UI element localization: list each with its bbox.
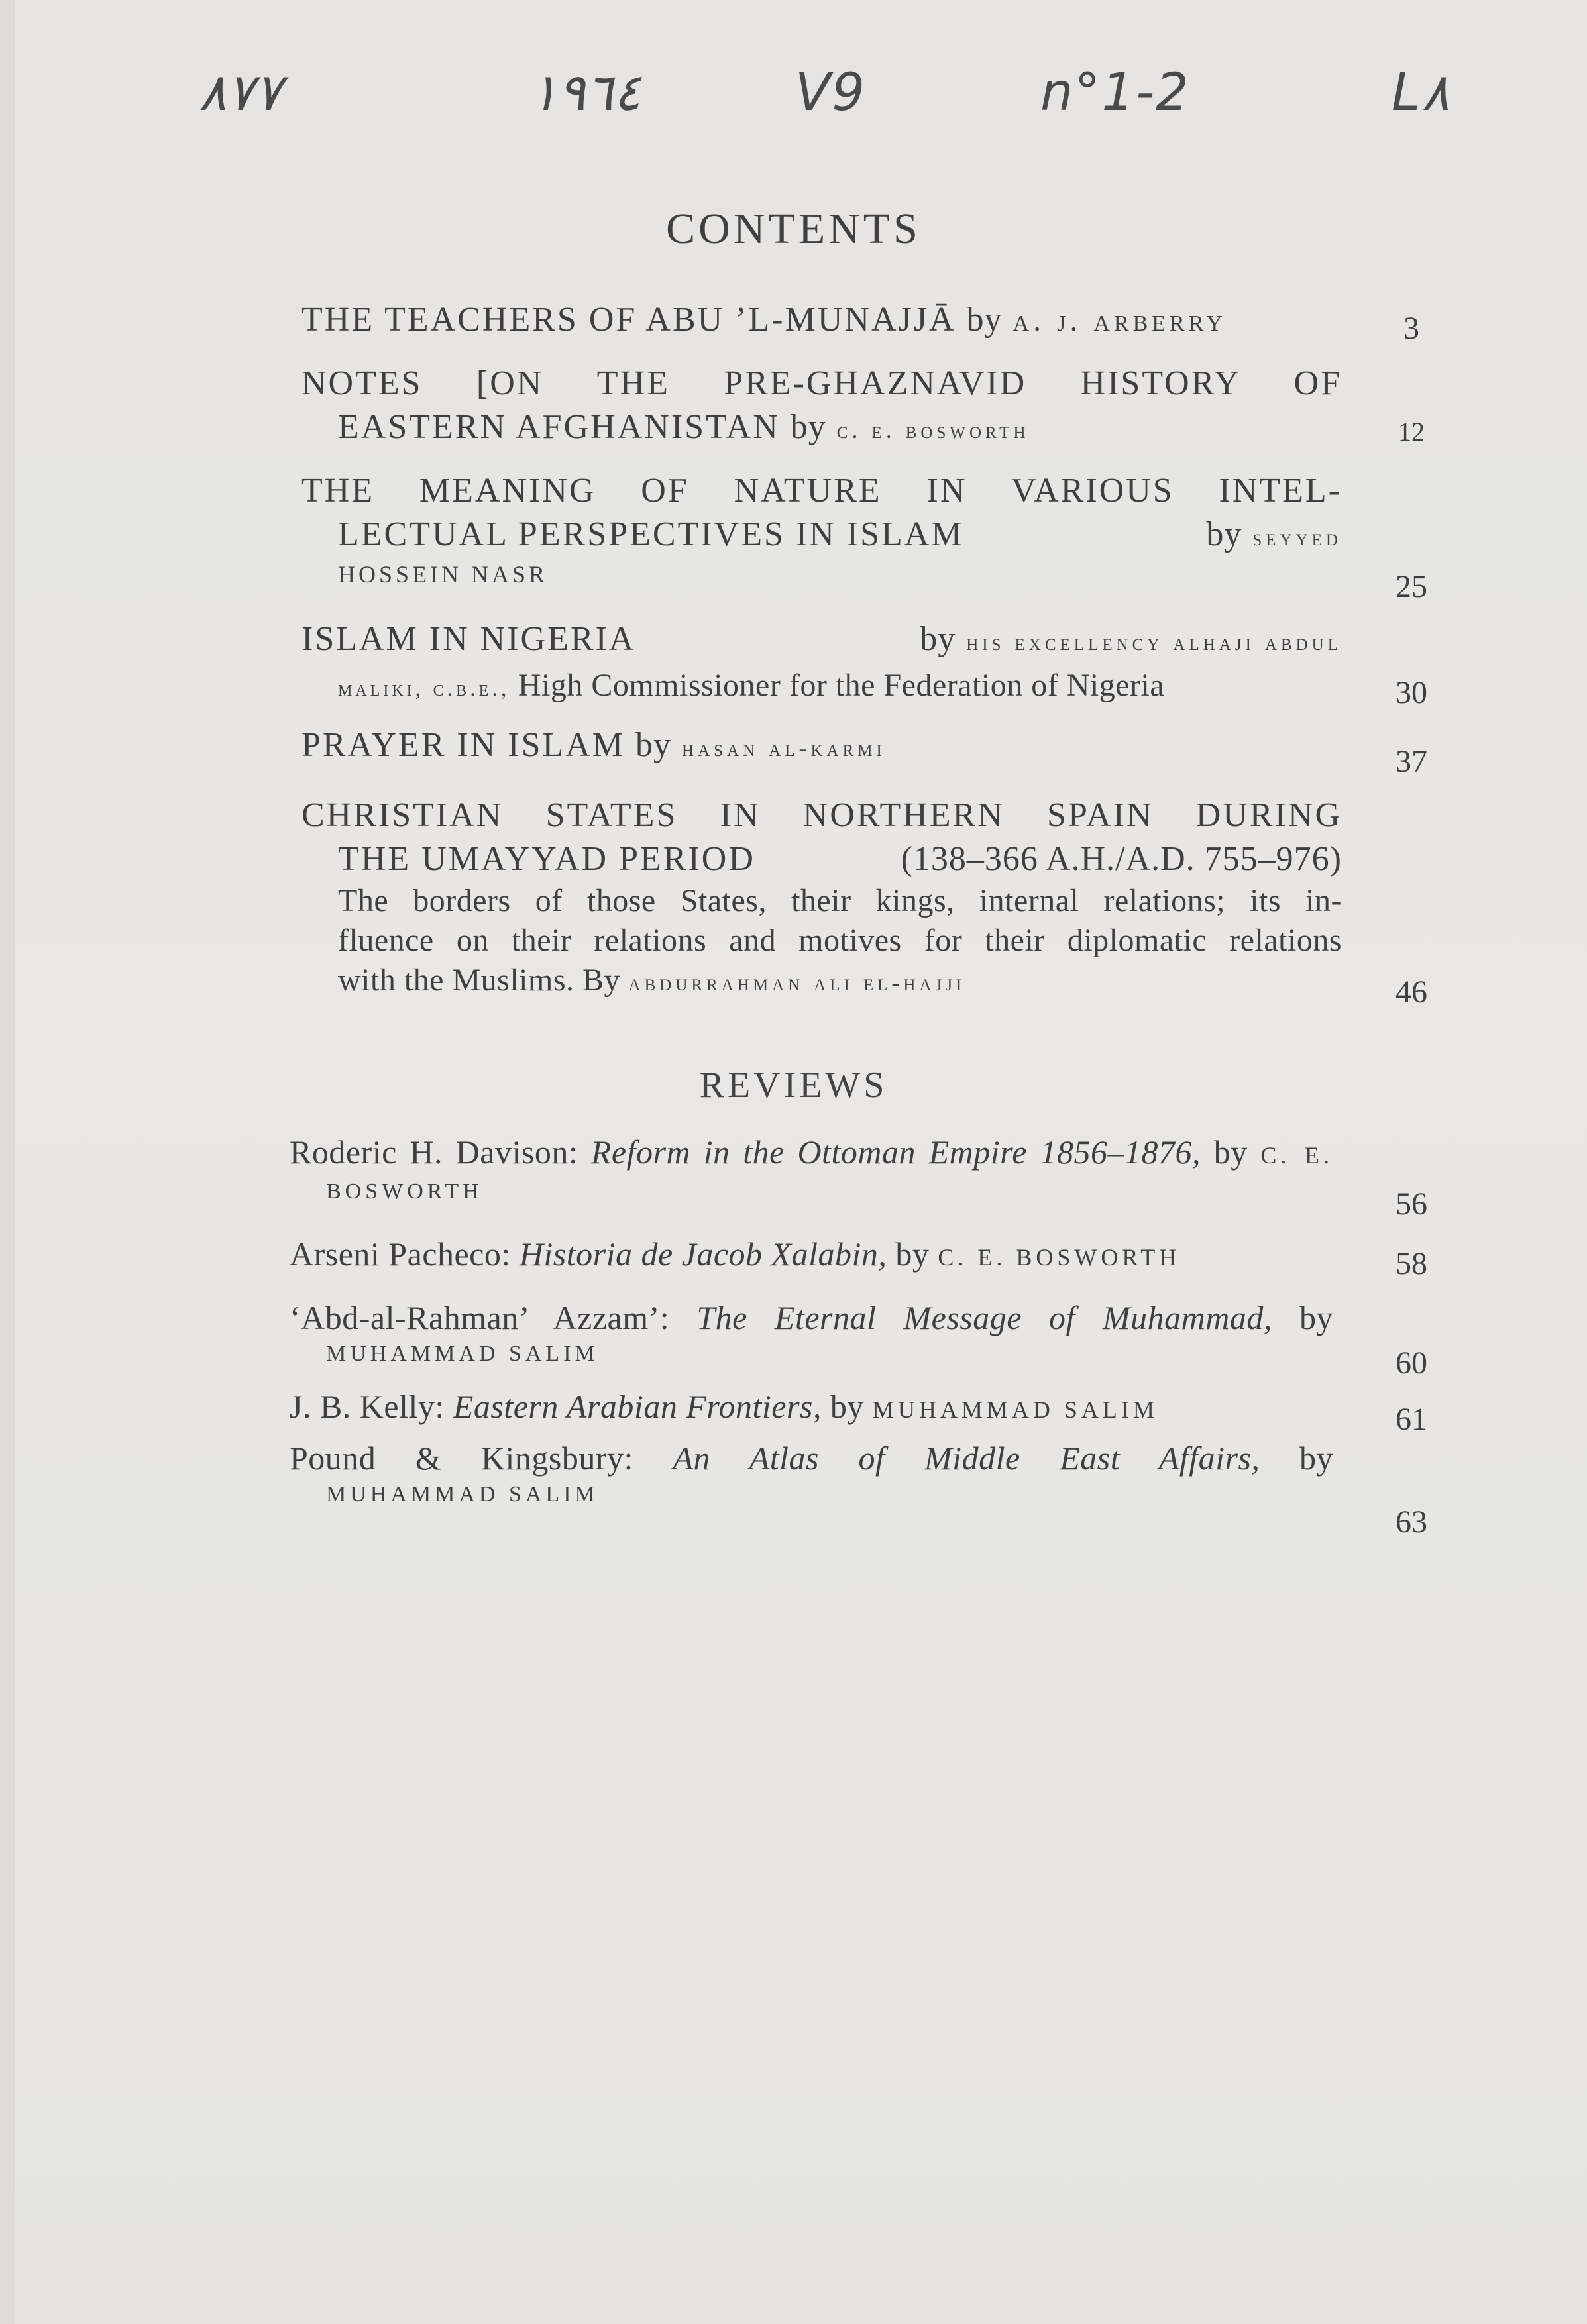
review-reviewer: MUHAMMAD SALIM	[326, 1482, 599, 1506]
entry-by: by	[790, 408, 826, 446]
entry-title: EASTERN AFGHANISTAN	[338, 408, 780, 446]
page-number: 63	[1395, 1505, 1427, 1540]
handwritten-note: n°1-2	[1040, 63, 1190, 123]
review-author: ‘Abd-al-Rahman’ Azzam’:	[290, 1299, 670, 1336]
review-author: J. B. Kelly:	[290, 1388, 445, 1425]
entry-title: THE MEANING OF NATURE IN VARIOUS INTEL-	[301, 472, 1342, 509]
page-number: 60	[1395, 1346, 1427, 1381]
entry-period: (138–366 A.H./A.D. 755–976)	[901, 840, 1342, 878]
review-by: by	[830, 1388, 864, 1425]
entry-title: THE TEACHERS OF ABU ’L-MUNAJJĀ	[301, 301, 956, 339]
handwritten-note: L٨	[1392, 63, 1450, 123]
handwritten-note: V9	[795, 63, 866, 123]
review-author: Roderic H. Davison:	[290, 1134, 578, 1171]
review-book: Reform in the Ottoman Empire 1856–1876,	[590, 1134, 1201, 1171]
entry-author: his excellency alhaji abdul	[966, 629, 1342, 655]
page-number: 46	[1395, 975, 1427, 1010]
entry-author-suffix: High Commissioner for the Federation of Nigeria	[518, 668, 1165, 703]
review-book: An Atlas of Middle East Affairs,	[673, 1440, 1260, 1477]
entry-author: HOSSEIN NASR	[338, 561, 549, 588]
review-by: by	[1299, 1440, 1334, 1477]
toc-entry	[301, 298, 1342, 343]
review-reviewer: MUHAMMAD SALIM	[326, 1342, 599, 1366]
toc-entry	[301, 469, 1342, 590]
entry-author: maliki, c.b.e.,	[338, 676, 510, 701]
page-number: 25	[1395, 569, 1427, 604]
toc-entry	[301, 617, 1342, 711]
entry-author: abdurrahman ali el-hajji	[628, 969, 966, 996]
entry-title: LECTUAL PERSPECTIVES IN ISLAM	[338, 515, 964, 553]
page-number: 12	[1398, 417, 1425, 447]
entry-by: by	[1206, 515, 1242, 553]
page-number: 30	[1395, 675, 1427, 710]
entry-title: ISLAM IN NIGERIA	[301, 620, 636, 658]
entry-title: PRAYER IN ISLAM	[301, 726, 626, 764]
page-number: 58	[1395, 1246, 1427, 1281]
entry-title: CHRISTIAN STATES IN NORTHERN SPAIN DURING	[301, 796, 1342, 834]
review-reviewer: BOSWORTH	[326, 1179, 483, 1204]
entry-author: c. e. bosworth	[836, 417, 1030, 443]
entry-by: by	[635, 726, 672, 764]
page-number: 61	[1395, 1402, 1427, 1437]
review-by: by	[1299, 1299, 1334, 1336]
reviews-heading: REVIEWS	[699, 1065, 888, 1106]
entry-by: by	[966, 301, 1003, 339]
entry-author: seyyed	[1252, 524, 1342, 551]
review-entry	[290, 1232, 1333, 1279]
toc-entry	[301, 723, 1342, 770]
review-reviewer: C. E. BOSWORTH	[938, 1244, 1181, 1271]
review-by: by	[895, 1236, 930, 1273]
entry-by: by	[920, 620, 956, 658]
scan-edge	[0, 0, 15, 2324]
contents-heading: CONTENTS	[666, 205, 921, 253]
page-number: 56	[1395, 1187, 1427, 1222]
review-author: Pound & Kingsbury:	[290, 1440, 633, 1477]
entry-title: THE UMAYYAD PERIOD	[338, 840, 755, 878]
handwritten-note: ١٩٦٤	[530, 63, 641, 123]
review-entry	[290, 1436, 1333, 1509]
entry-by: By	[582, 963, 621, 998]
review-by: by	[1213, 1134, 1248, 1171]
entry-description: with the Muslims.	[338, 963, 575, 998]
review-author: Arseni Pacheco:	[290, 1236, 511, 1273]
review-reviewer: C. E.	[1260, 1142, 1333, 1169]
review-book: The Eternal Message of Muhammad,	[696, 1299, 1272, 1336]
review-entry	[290, 1130, 1333, 1206]
page-number: 37	[1395, 744, 1427, 779]
entry-description: fluence on their relations and motives for their diplomatic relations	[338, 923, 1342, 958]
entry-description: The borders of those States, their kings, internal relations; its in-	[338, 883, 1342, 918]
review-book: Eastern Arabian Frontiers,	[453, 1388, 822, 1425]
page-number: 3	[1403, 311, 1419, 346]
entry-title: NOTES [ON THE PRE-GHAZNAVID HISTORY OF	[301, 364, 1342, 402]
toc-entry	[301, 794, 1342, 1002]
review-book: Historia de Jacob Xalabin,	[519, 1236, 887, 1273]
handwritten-note: ٨٧٧	[199, 63, 282, 123]
review-entry	[290, 1385, 1333, 1432]
entry-author: a. j. arberry	[1012, 303, 1227, 338]
review-reviewer: MUHAMMAD SALIM	[872, 1397, 1158, 1423]
review-entry	[290, 1296, 1333, 1369]
entry-author: hasan al-karmi	[682, 735, 886, 761]
toc-entry	[301, 362, 1342, 452]
